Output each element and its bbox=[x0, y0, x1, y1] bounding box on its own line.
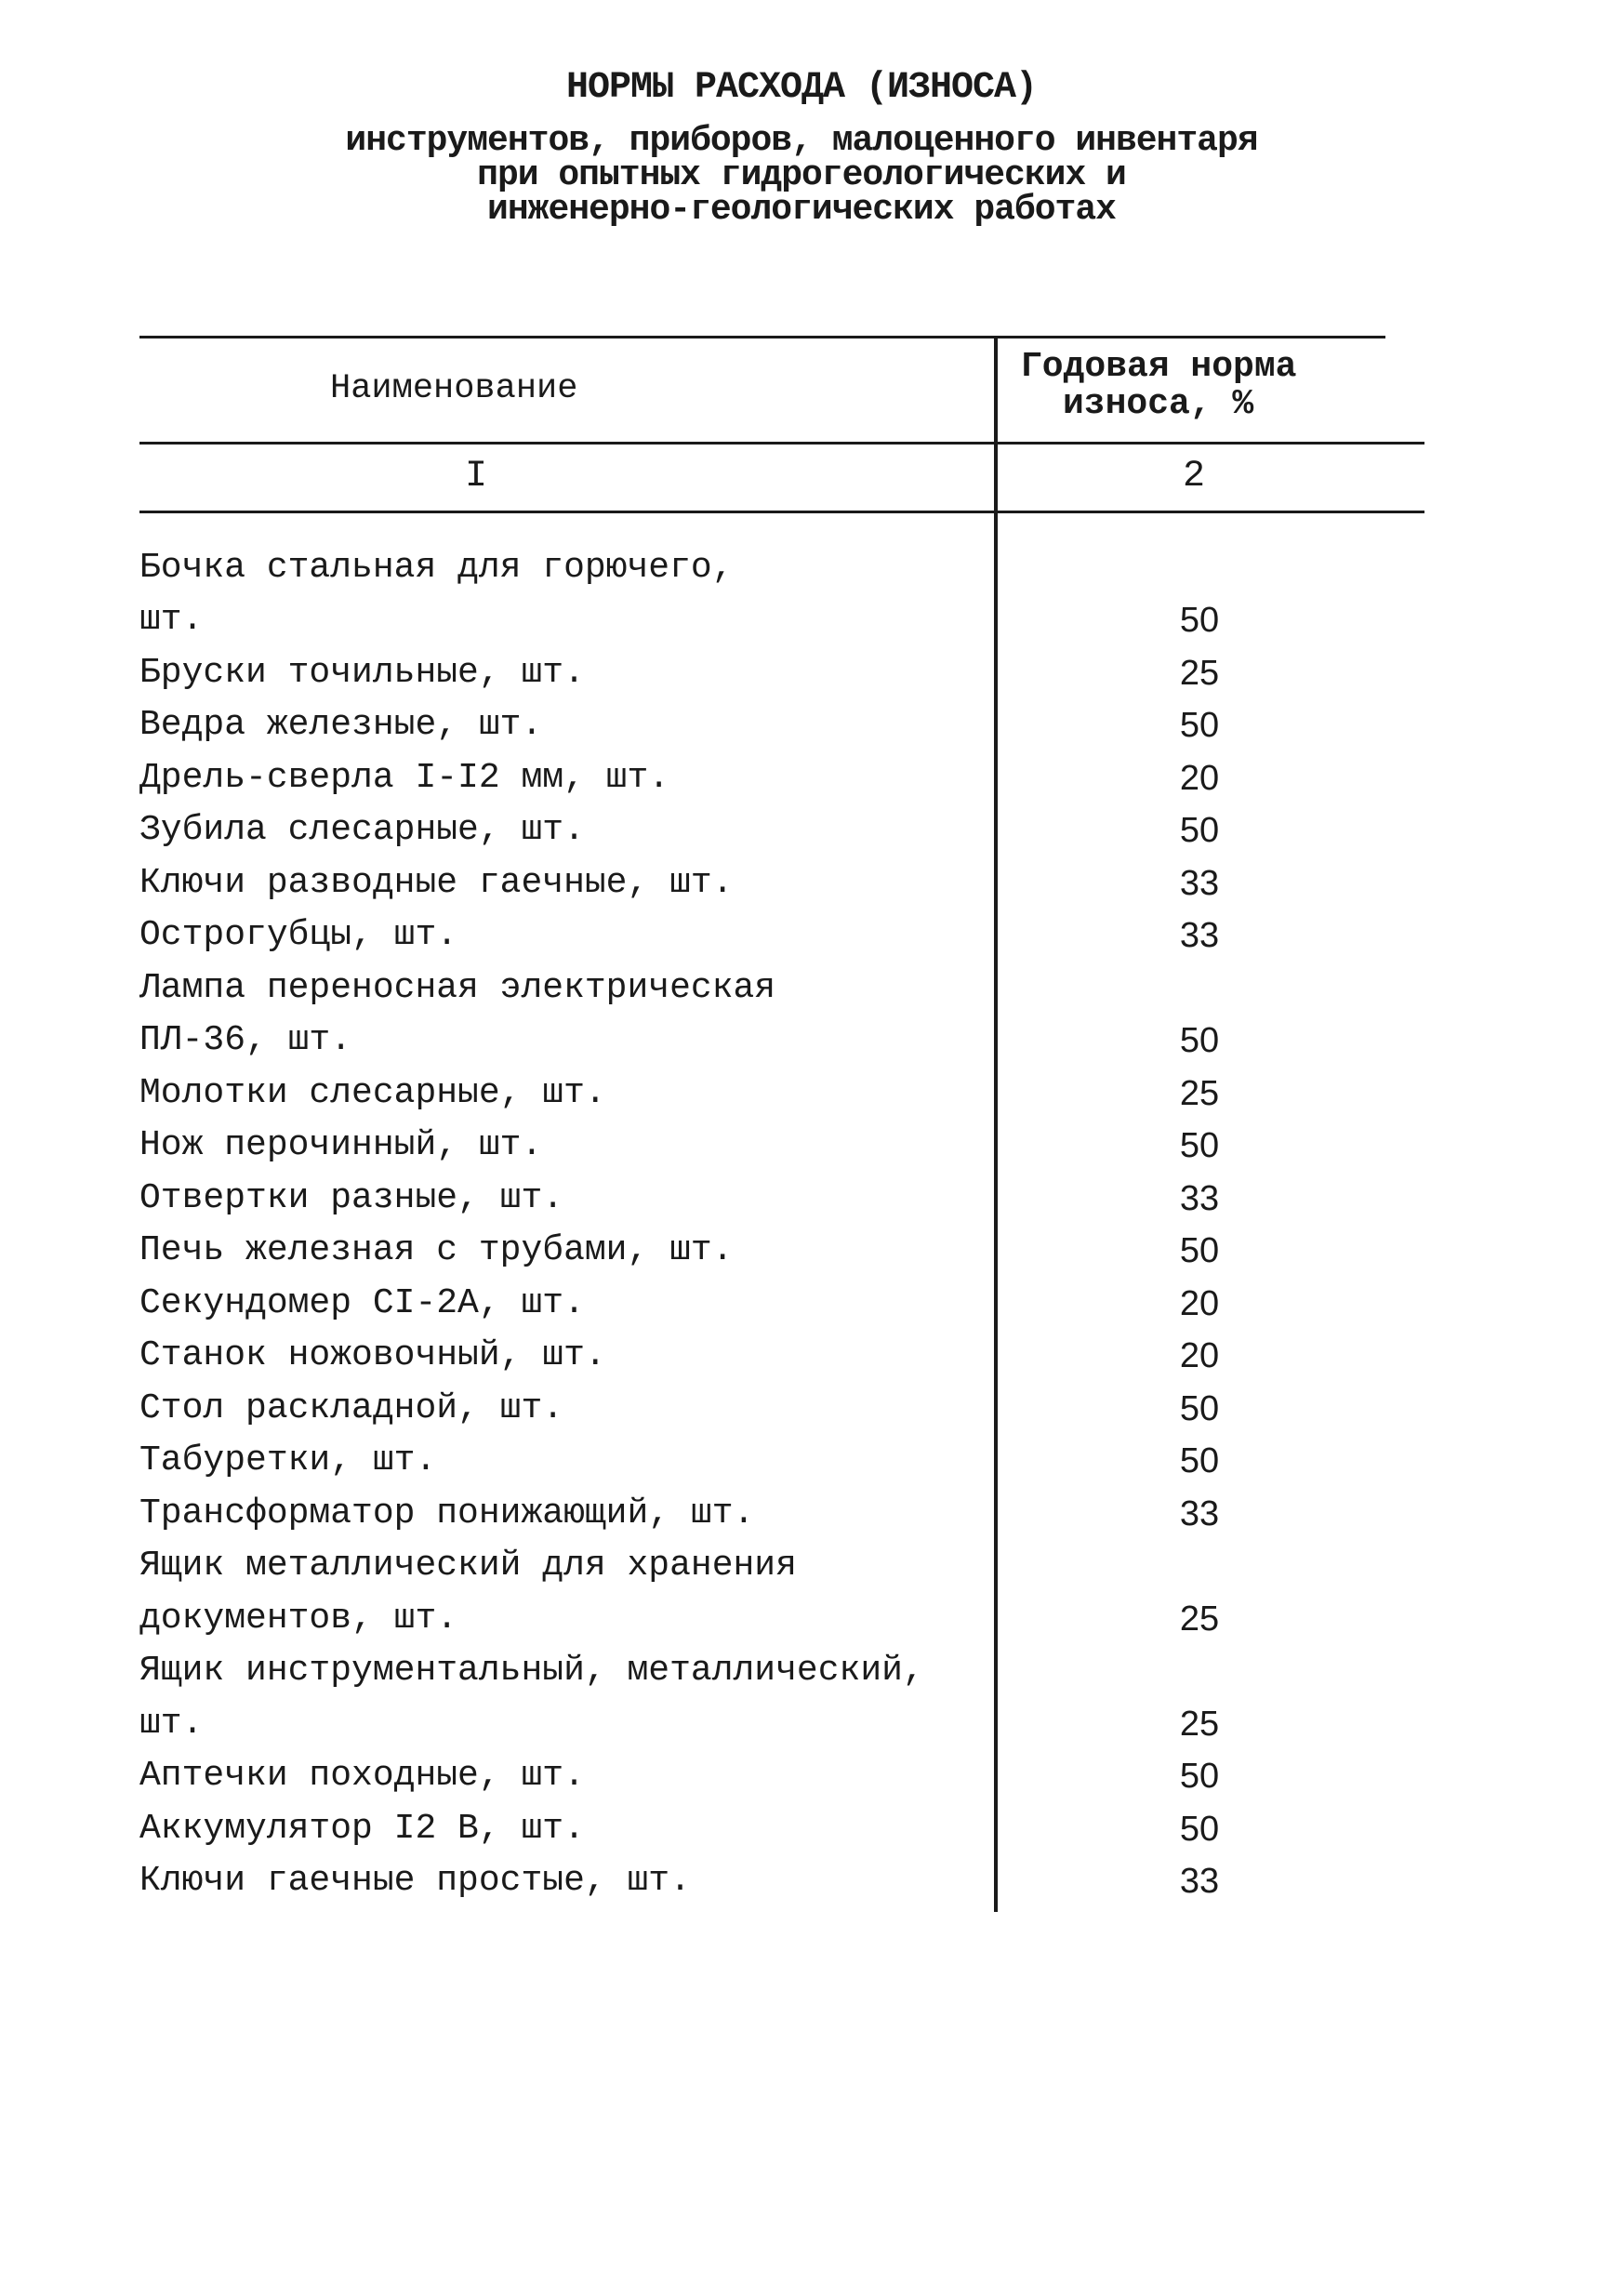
row-name: Ведра железные, шт. bbox=[139, 705, 543, 745]
row-value: 20 bbox=[1179, 759, 1220, 798]
row-value: 25 bbox=[1179, 1074, 1220, 1113]
row-name: Дрель-сверла I-I2 мм, шт. bbox=[139, 758, 670, 798]
table-row bbox=[139, 909, 1423, 962]
row-value: 20 bbox=[1179, 1284, 1220, 1323]
row-value: 50 bbox=[1179, 1126, 1220, 1165]
row-name: Аптечки походные, шт. bbox=[139, 1756, 585, 1796]
table-row bbox=[139, 804, 1423, 856]
row-name: шт. bbox=[139, 1704, 204, 1744]
document-subtitle-line-1: инструментов, приборов, малоценного инвентаря bbox=[345, 121, 1258, 161]
row-value: 50 bbox=[1179, 1231, 1220, 1270]
document-subtitle-line-2: при опытных гидрогеологических и bbox=[477, 155, 1126, 195]
table-row bbox=[139, 1540, 1423, 1592]
row-name: Острогубцы, шт. bbox=[139, 915, 458, 955]
row-name: Станок ножовочный, шт. bbox=[139, 1335, 606, 1375]
row-name: Аккумулятор I2 В, шт. bbox=[139, 1809, 585, 1849]
row-name: шт. bbox=[139, 600, 204, 640]
row-name: Зубила слесарные, шт. bbox=[139, 810, 585, 850]
table-row bbox=[139, 752, 1423, 804]
table-row bbox=[139, 1173, 1423, 1225]
row-name: Стол раскладной, шт. bbox=[139, 1388, 564, 1428]
row-value: 33 bbox=[1179, 1494, 1220, 1533]
table-row bbox=[139, 1068, 1423, 1120]
table-row bbox=[139, 594, 1423, 646]
table-row bbox=[139, 1803, 1423, 1855]
row-name: Бочка стальная для горючего, bbox=[139, 548, 734, 588]
table-row bbox=[139, 1593, 1423, 1645]
row-name: Трансформатор понижающий, шт. bbox=[139, 1493, 755, 1533]
row-name: Ключи гаечные простые, шт. bbox=[139, 1861, 691, 1901]
row-value: 50 bbox=[1179, 1389, 1220, 1428]
row-value: 50 bbox=[1179, 1021, 1220, 1060]
table-row bbox=[139, 699, 1423, 751]
table-row bbox=[139, 1120, 1423, 1172]
row-value: 50 bbox=[1179, 706, 1220, 745]
row-value: 50 bbox=[1179, 1441, 1220, 1480]
row-value: 25 bbox=[1179, 1599, 1220, 1639]
column-number-1: I bbox=[465, 456, 488, 498]
row-name: Печь железная с трубами, шт. bbox=[139, 1230, 734, 1270]
header-norm-line-1: Годовая норма bbox=[1021, 347, 1297, 387]
table-row bbox=[139, 1330, 1423, 1382]
row-name: Нож перочинный, шт. bbox=[139, 1125, 543, 1165]
row-value: 33 bbox=[1179, 1179, 1220, 1218]
row-value: 25 bbox=[1179, 654, 1220, 693]
table-header-rule bbox=[139, 442, 1424, 445]
row-name: Секундомер СI-2А, шт. bbox=[139, 1283, 585, 1323]
table-row bbox=[139, 1750, 1423, 1802]
table-top-rule bbox=[139, 336, 1385, 338]
table-row bbox=[139, 1278, 1423, 1330]
row-name: Бруски точильные, шт. bbox=[139, 653, 585, 693]
row-value: 50 bbox=[1179, 601, 1220, 640]
header-norm-line-2: износа, % bbox=[1063, 384, 1254, 424]
row-value: 50 bbox=[1179, 811, 1220, 850]
row-name: ПЛ-36, шт. bbox=[139, 1020, 352, 1060]
row-value: 25 bbox=[1179, 1705, 1220, 1744]
table-row bbox=[139, 1435, 1423, 1487]
table-row bbox=[139, 857, 1423, 909]
row-name: Молотки слесарные, шт. bbox=[139, 1073, 606, 1113]
table-row bbox=[139, 542, 1423, 594]
row-name: Отвертки разные, шт. bbox=[139, 1178, 564, 1218]
row-value: 33 bbox=[1179, 1862, 1220, 1901]
table-row bbox=[139, 1698, 1423, 1750]
row-value: 20 bbox=[1179, 1336, 1220, 1375]
table-row bbox=[139, 1225, 1423, 1277]
column-number-2: 2 bbox=[1183, 456, 1206, 498]
row-name: Лампа переносная электрическая bbox=[139, 968, 776, 1008]
table-row bbox=[139, 1488, 1423, 1540]
table-row bbox=[139, 1383, 1423, 1435]
row-name: Ключи разводные гаечные, шт. bbox=[139, 863, 734, 903]
table-row bbox=[139, 1645, 1423, 1697]
row-name: документов, шт. bbox=[139, 1599, 458, 1639]
table-row bbox=[139, 1855, 1423, 1907]
row-value: 33 bbox=[1179, 864, 1220, 903]
table-row bbox=[139, 962, 1423, 1015]
row-value: 50 bbox=[1179, 1757, 1220, 1796]
row-name: Табуретки, шт. bbox=[139, 1440, 437, 1480]
document-title: НОРМЫ РАСХОДА (ИЗНОСА) bbox=[565, 67, 1038, 109]
table-number-rule bbox=[139, 511, 1424, 513]
row-name: Ящик инструментальный, металлический, bbox=[139, 1651, 924, 1691]
row-value: 33 bbox=[1179, 916, 1220, 955]
table-row bbox=[139, 1015, 1423, 1067]
header-name: Наименование bbox=[330, 369, 578, 408]
row-value: 50 bbox=[1179, 1810, 1220, 1849]
row-name: Ящик металлический для хранения bbox=[139, 1546, 797, 1586]
table-row bbox=[139, 647, 1423, 699]
document-subtitle-line-3: инженерно-геологических работах bbox=[487, 190, 1116, 230]
